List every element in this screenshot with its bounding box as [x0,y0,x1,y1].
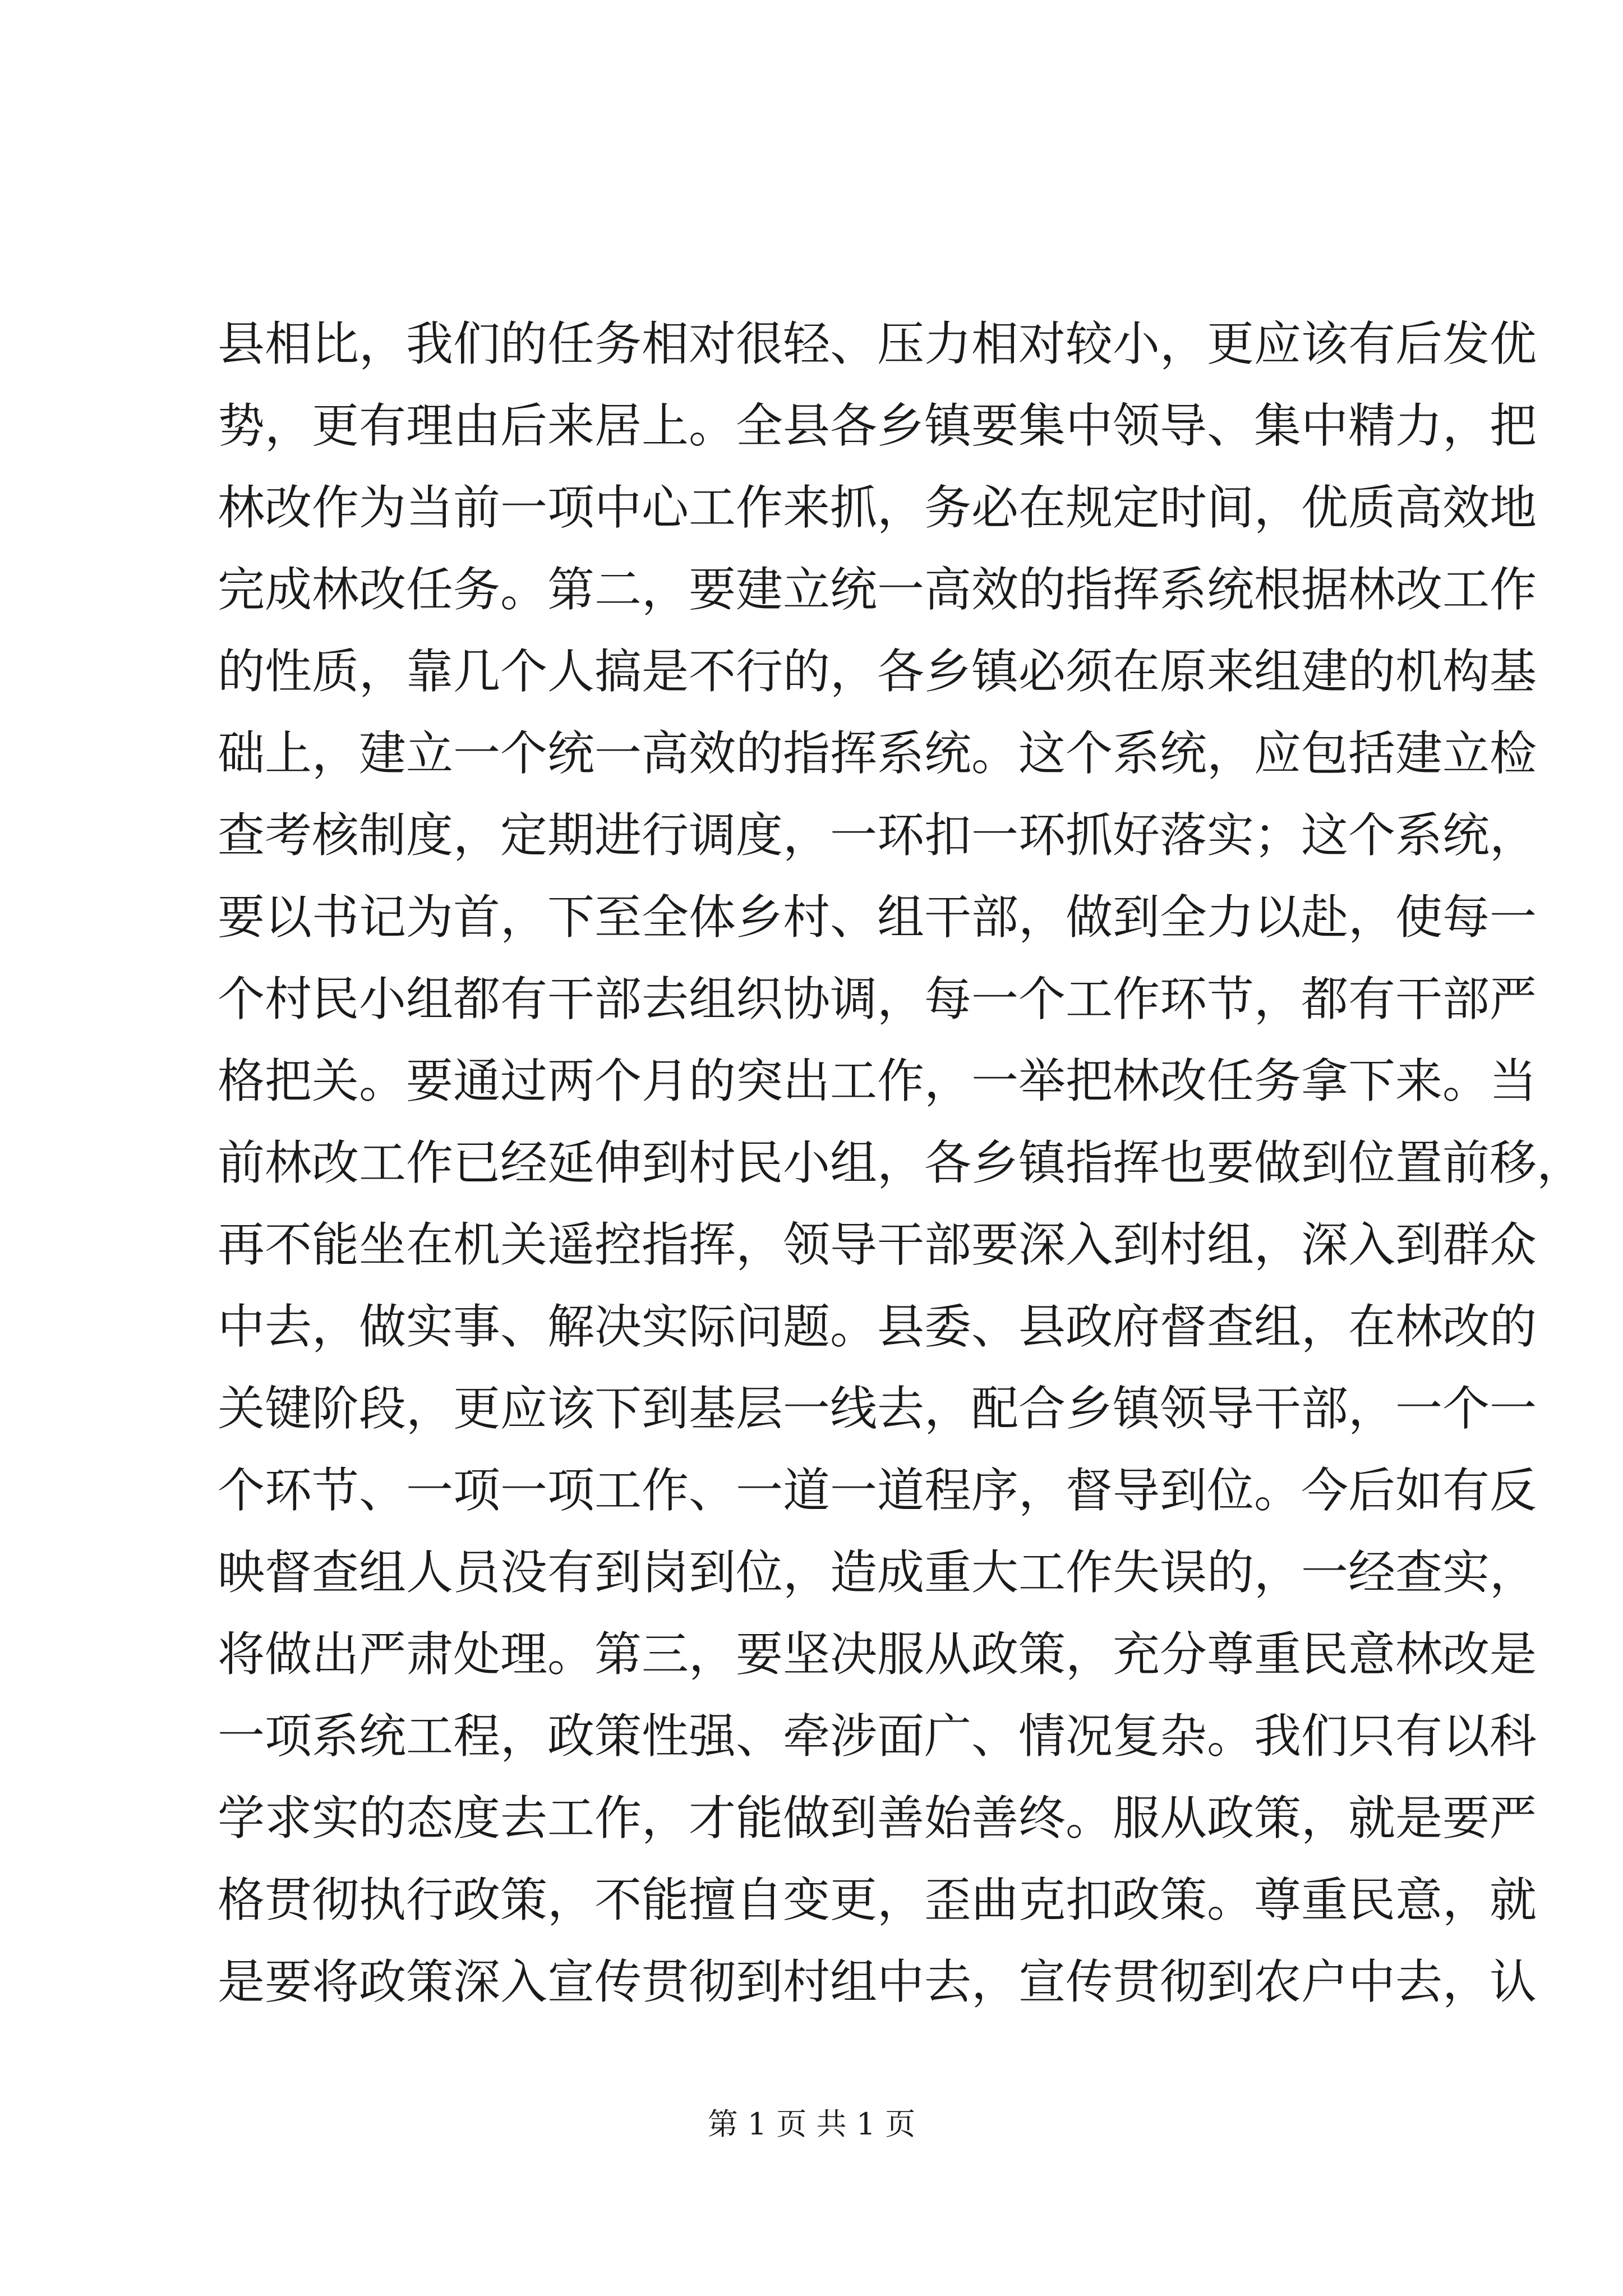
text-line: 学求实的态度去工作，才能做到善始善终。服从政策，就是要严 [218,1791,1537,1846]
text-line: 前林改工作已经延伸到村民小组，各乡镇指挥也要做到位置前移， [218,1135,1584,1190]
text-line: 个村民小组都有干部去组织协调，每一个工作环节，都有干部严 [218,972,1537,1027]
text-line: 础上，建立一个统一高效的指挥系统。这个系统，应包括建立检 [218,726,1537,781]
page-footer: 第 1 页 共 1 页 [707,2106,916,2142]
text-line: 映督查组人员没有到岗到位，造成重大工作失误的，一经查实， [218,1545,1537,1600]
text-line: 林改作为当前一项中心工作来抓，务必在规定时间，优质高效地 [218,480,1537,535]
text-line: 势，更有理由后来居上。全县各乡镇要集中领导、集中精力，把 [218,398,1537,453]
body-text [218,303,1584,2023]
text-line: 再不能坐在机关遥控指挥，领导干部要深入到村组，深入到群众 [218,1217,1537,1272]
text-line: 查考核制度，定期进行调度，一环扣一环抓好落实；这个系统， [218,808,1537,863]
text-line: 关键阶段，更应该下到基层一线去，配合乡镇领导干部，一个一 [218,1381,1537,1436]
text-line: 完成林改任务。第二，要建立统一高效的指挥系统根据林改工作 [218,562,1537,617]
text-line: 县相比，我们的任务相对很轻、压力相对较小，更应该有后发优 [218,316,1537,371]
text-line: 是要将政策深入宣传贯彻到村组中去，宣传贯彻到农户中去，认 [218,1954,1537,2009]
text-line: 个环节、一项一项工作、一道一道程序，督导到位。今后如有反 [218,1463,1537,1518]
text-line: 将做出严肃处理。第三，要坚决服从政策，充分尊重民意林改是 [218,1627,1537,1682]
text-line: 中去，做实事、解决实际问题。县委、县政府督查组，在林改的 [218,1299,1537,1354]
text-line: 格把关。要通过两个月的突出工作，一举把林改任务拿下来。当 [218,1053,1537,1108]
text-line: 格贯彻执行政策，不能擅自变更，歪曲克扣政策。尊重民意，就 [218,1872,1537,1927]
text-line: 要以书记为首，下至全体乡村、组干部，做到全力以赴，使每一 [218,890,1537,945]
text-line: 的性质，靠几个人搞是不行的，各乡镇必须在原来组建的机构基 [218,644,1537,699]
text-line: 一项系统工程，政策性强、牵涉面广、情况复杂。我们只有以科 [218,1709,1537,1764]
